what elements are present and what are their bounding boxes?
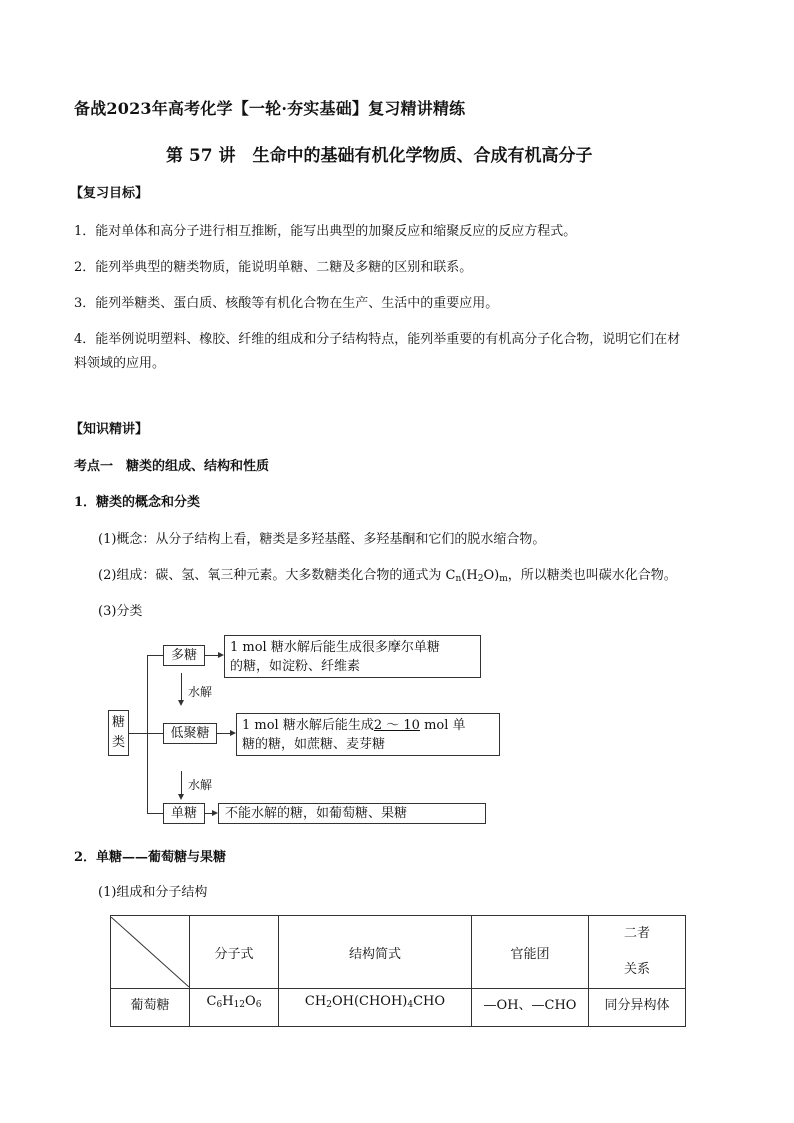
row-name: 葡萄糖: [111, 989, 190, 1027]
mono-desc-box: 不能水解的糖，如葡萄糖、果糖: [218, 803, 486, 824]
hydrolysis-label-1: 水解: [188, 685, 213, 699]
oligo-desc-box: [236, 713, 500, 756]
hydrolysis-arrow-2-head: [178, 794, 184, 800]
review-item-2: 2．能列举典型的糖类物质，能说明单糖、二糖及多糖的区别和联系。: [74, 260, 473, 275]
section-2-heading: 2．单糖——葡萄糖与果糖: [74, 850, 227, 865]
row-groups: —OH、—CHO: [472, 989, 589, 1027]
monosaccharide-table: [110, 915, 686, 1027]
oligo-desc-line2: 糖的糖，如蔗糖、麦芽糖: [242, 737, 386, 752]
review-heading: 【复习目标】: [70, 186, 149, 201]
point-1-heading: 考点一 糖类的组成、结构和性质: [74, 459, 270, 474]
mono-box: 单糖: [163, 803, 205, 824]
diagonal-line: [111, 917, 189, 987]
hydrolysis-arrow-1-line: [181, 673, 182, 701]
hydrolysis-arrow-1-head: [178, 700, 184, 706]
trunk-line: [147, 655, 148, 813]
hydrolysis-arrow-2-line: [181, 771, 182, 795]
branch-oligo: [147, 733, 163, 734]
row-relation: 同分异构体: [589, 989, 686, 1027]
header-groups: 官能团: [472, 916, 589, 989]
classify-text: (3)分类: [98, 604, 143, 619]
oligo-range: 2 ～ 10: [373, 718, 420, 733]
branch-poly: [147, 655, 163, 656]
oligo-box: 低聚糖: [163, 723, 217, 744]
branch-mono: [147, 813, 163, 814]
header-relation-line1: 二者: [623, 926, 650, 941]
section-1-heading: 1．糖类的概念和分类: [74, 495, 201, 510]
table-header-row: [111, 916, 686, 989]
poly-desc-line2: 的糖，如淀粉、纤维素: [230, 659, 361, 674]
page-title: 备战2023年高考化学【一轮·夯实基础】复习精讲精练: [74, 99, 466, 118]
review-item-1: 1．能对单体和高分子进行相互推断，能写出典型的加聚反应和缩聚反应的反应方程式。: [74, 224, 577, 239]
lecture-title: 第 57 讲 生命中的基础有机化学物质、合成有机高分子: [166, 146, 593, 166]
oligo-desc-line1: 1 mol 糖水解后能生成2 ～ 10 mol 单: [242, 718, 466, 733]
root-label-bottom: 类: [111, 735, 125, 750]
header-relation-line2: 关系: [623, 962, 650, 977]
section-2-subheading: (1)组成和分子结构: [98, 885, 208, 900]
poly-arrow-line: [205, 655, 219, 656]
composition-text: (2)组成：碳、氢、氧三种元素。大多数糖类化合物的通式为 $C_n(H_2O)_m$，所以糖类也叫碳水化合物。: [98, 568, 677, 584]
hydrolysis-label-2: 水解: [188, 778, 213, 792]
poly-desc-box: [224, 635, 481, 678]
header-structure: 结构简式: [279, 916, 472, 989]
row-formula: $C_6H_{12}O_6$: [190, 989, 279, 1027]
root-label-top: 糖: [111, 715, 125, 730]
poly-desc-line1: 1 mol 糖水解后能生成很多摩尔单糖: [230, 640, 440, 655]
root-box: [108, 710, 129, 756]
knowledge-heading: 【知识精讲】: [70, 422, 149, 437]
poly-box: 多糖: [163, 645, 205, 666]
diagonal-header-cell: [111, 916, 190, 989]
table-row: [111, 989, 686, 1027]
review-item-4-cont: 料领域的应用。: [74, 356, 166, 371]
review-item-4: 4．能举例说明塑料、橡胶、纤维的组成和分子结构特点，能列举重要的有机高分子化合物，说明它们在材: [74, 332, 681, 347]
review-item-3: 3．能列举糖类、蛋白质、核酸等有机化合物在生产、生活中的重要应用。: [74, 296, 499, 311]
row-structure: $CH_2OH(CHOH)_4CHO$: [279, 989, 472, 1027]
header-formula: 分子式: [190, 916, 279, 989]
header-relation: [589, 916, 686, 989]
root-connector: [129, 733, 147, 734]
sugar-classification-diagram: [108, 633, 508, 833]
oligo-arrow-line: [217, 733, 231, 734]
concept-text: (1)概念：从分子结构上看，糖类是多羟基醛、多羟基酮和它们的脱水缩合物。: [98, 532, 546, 547]
